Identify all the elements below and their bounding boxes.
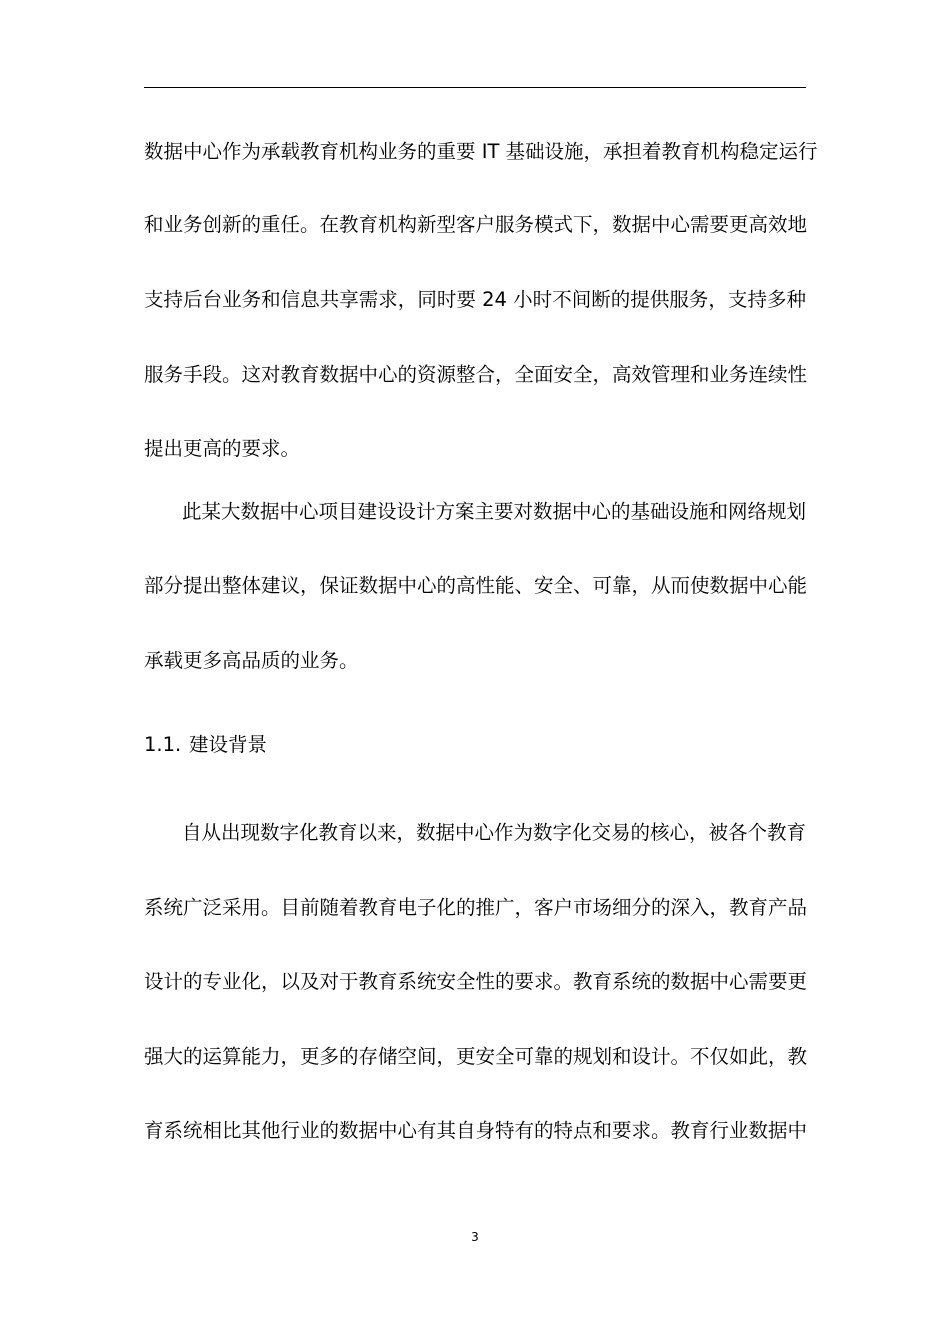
header-rule: [144, 87, 806, 88]
paragraph-2-line-1: 此某大数据中心项目建设设计方案主要对数据中心的基础设施和网络规划: [182, 500, 807, 523]
paragraph-3-line-4: 强大的运算能力，更多的存储空间，更安全可靠的规划和设计。不仅如此，教: [144, 1045, 808, 1068]
paragraph-3-line-1: 自从出现数字化教育以来，数据中心作为数字化交易的核心，被各个教育: [182, 821, 807, 844]
paragraph-3-line-3: 设计的专业化，以及对于教育系统安全性的要求。教育系统的数据中心需要更: [144, 970, 808, 993]
section-heading: [144, 731, 267, 759]
paragraph-2-line-3: 承载更多高品质的业务。: [144, 649, 359, 672]
paragraph-3-line-2: 系统广泛采用。目前随着教育电子化的推广，客户市场细分的深入，教育产品: [144, 896, 808, 919]
paragraph-3-line-5: 育系统相比其他行业的数据中心有其自身特有的特点和要求。教育行业数据中: [144, 1119, 808, 1142]
paragraph-1-line-4: 服务手段。这对教育数据中心的资源整合，全面安全，高效管理和业务连续性: [144, 363, 808, 386]
section-title: 建设背景: [189, 733, 268, 756]
paragraph-1-line-3: 支持后台业务和信息共享需求，同时要 24 小时不间断的提供服务，支持多种: [144, 288, 806, 311]
paragraph-1-line-2: 和业务创新的重任。在教育机构新型客户服务模式下，数据中心需要更高效地: [144, 213, 808, 236]
page-number: 3: [471, 1230, 479, 1244]
section-number: 1.1.: [144, 733, 182, 756]
paragraph-2-line-2: 部分提出整体建议，保证数据中心的高性能、安全、可靠，从而使数据中心能: [144, 574, 808, 597]
paragraph-1-line-5: 提出更高的要求。: [144, 437, 301, 460]
paragraph-1-line-1: 数据中心作为承载教育机构业务的重要 IT 基础设施，承担着教育机构稳定运行: [144, 140, 818, 163]
